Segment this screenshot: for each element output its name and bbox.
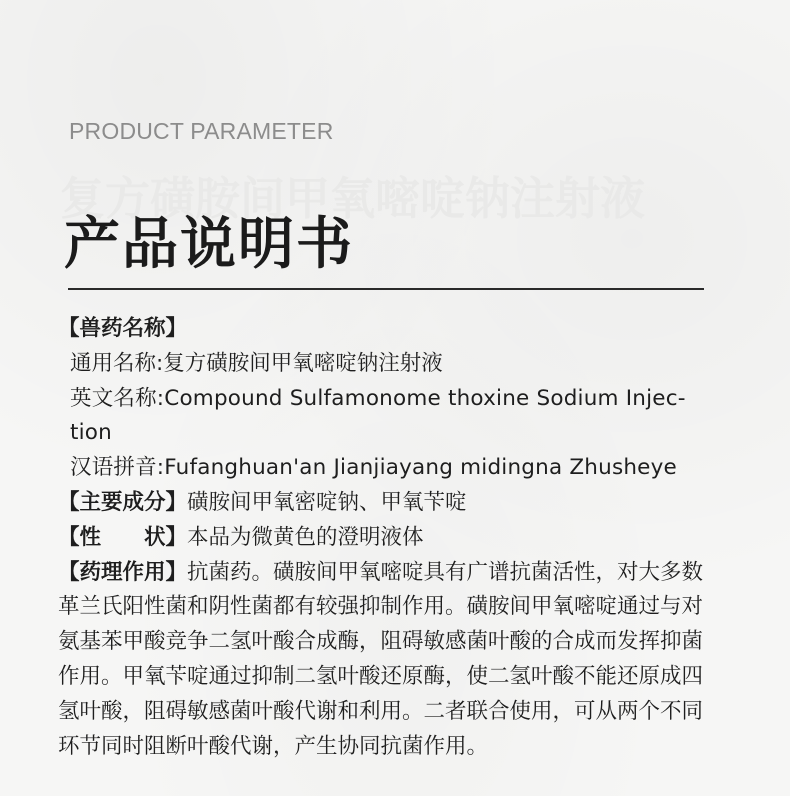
vet-name-heading — [58, 312, 723, 347]
section-label-ingredients: 【主要成分】 — [58, 489, 188, 515]
pharmacology-text: 抗菌药。磺胺间甲氧嘧啶具有广谱抗菌活性，对大多数革兰氏阳性菌和阴性菌都有较强抑制作用。磺胺间甲氧嘧啶通过与对氨基苯甲酸竞争二氢叶酸合成酶，阻碍敏感菌叶酸的合成而发挥抑菌作用。甲氧苄啶通过抑制二氢叶酸还原酶，使二氢叶酸不能还原成四氢叶酸，阻碍敏感菌叶酸代谢和利用。二者联合使用，可从两个不同环节同时阻断叶酸代谢，产生协同抗菌作用。 — [58, 559, 704, 759]
properties-text: 本品为微黄色的澄明液体 — [187, 524, 424, 550]
watermark-product-name: 复方磺胺间甲氧嘧啶钠注射液 — [60, 172, 646, 225]
english-name-line: 英文名称:Compound Sulfamonome thoxine Sodium Injec- tion — [70, 385, 686, 446]
properties-line — [58, 521, 723, 556]
product-description — [58, 312, 723, 764]
ingredients-text: 磺胺间甲氧密啶钠、甲氧苄啶 — [187, 489, 467, 515]
pinyin-name-line: 汉语拼音:Fufanghuan'an Jianjiayang midingna Zhusheye — [70, 455, 677, 481]
section-subtitle-en: PRODUCT PARAMETER — [69, 118, 334, 144]
ingredients-line — [58, 486, 723, 521]
page-title: 产品说明书 — [64, 212, 354, 277]
section-label-pharmacology: 【药理作用】 — [58, 559, 188, 585]
section-label-vet-name: 【兽药名称】 — [58, 316, 188, 341]
title-divider — [68, 288, 704, 290]
pharmacology-paragraph — [58, 556, 723, 765]
generic-name-line: 通用名称:复方磺胺间甲氧嘧啶钠注射液 — [70, 350, 443, 376]
section-label-properties: 【性 状】 — [58, 524, 188, 550]
